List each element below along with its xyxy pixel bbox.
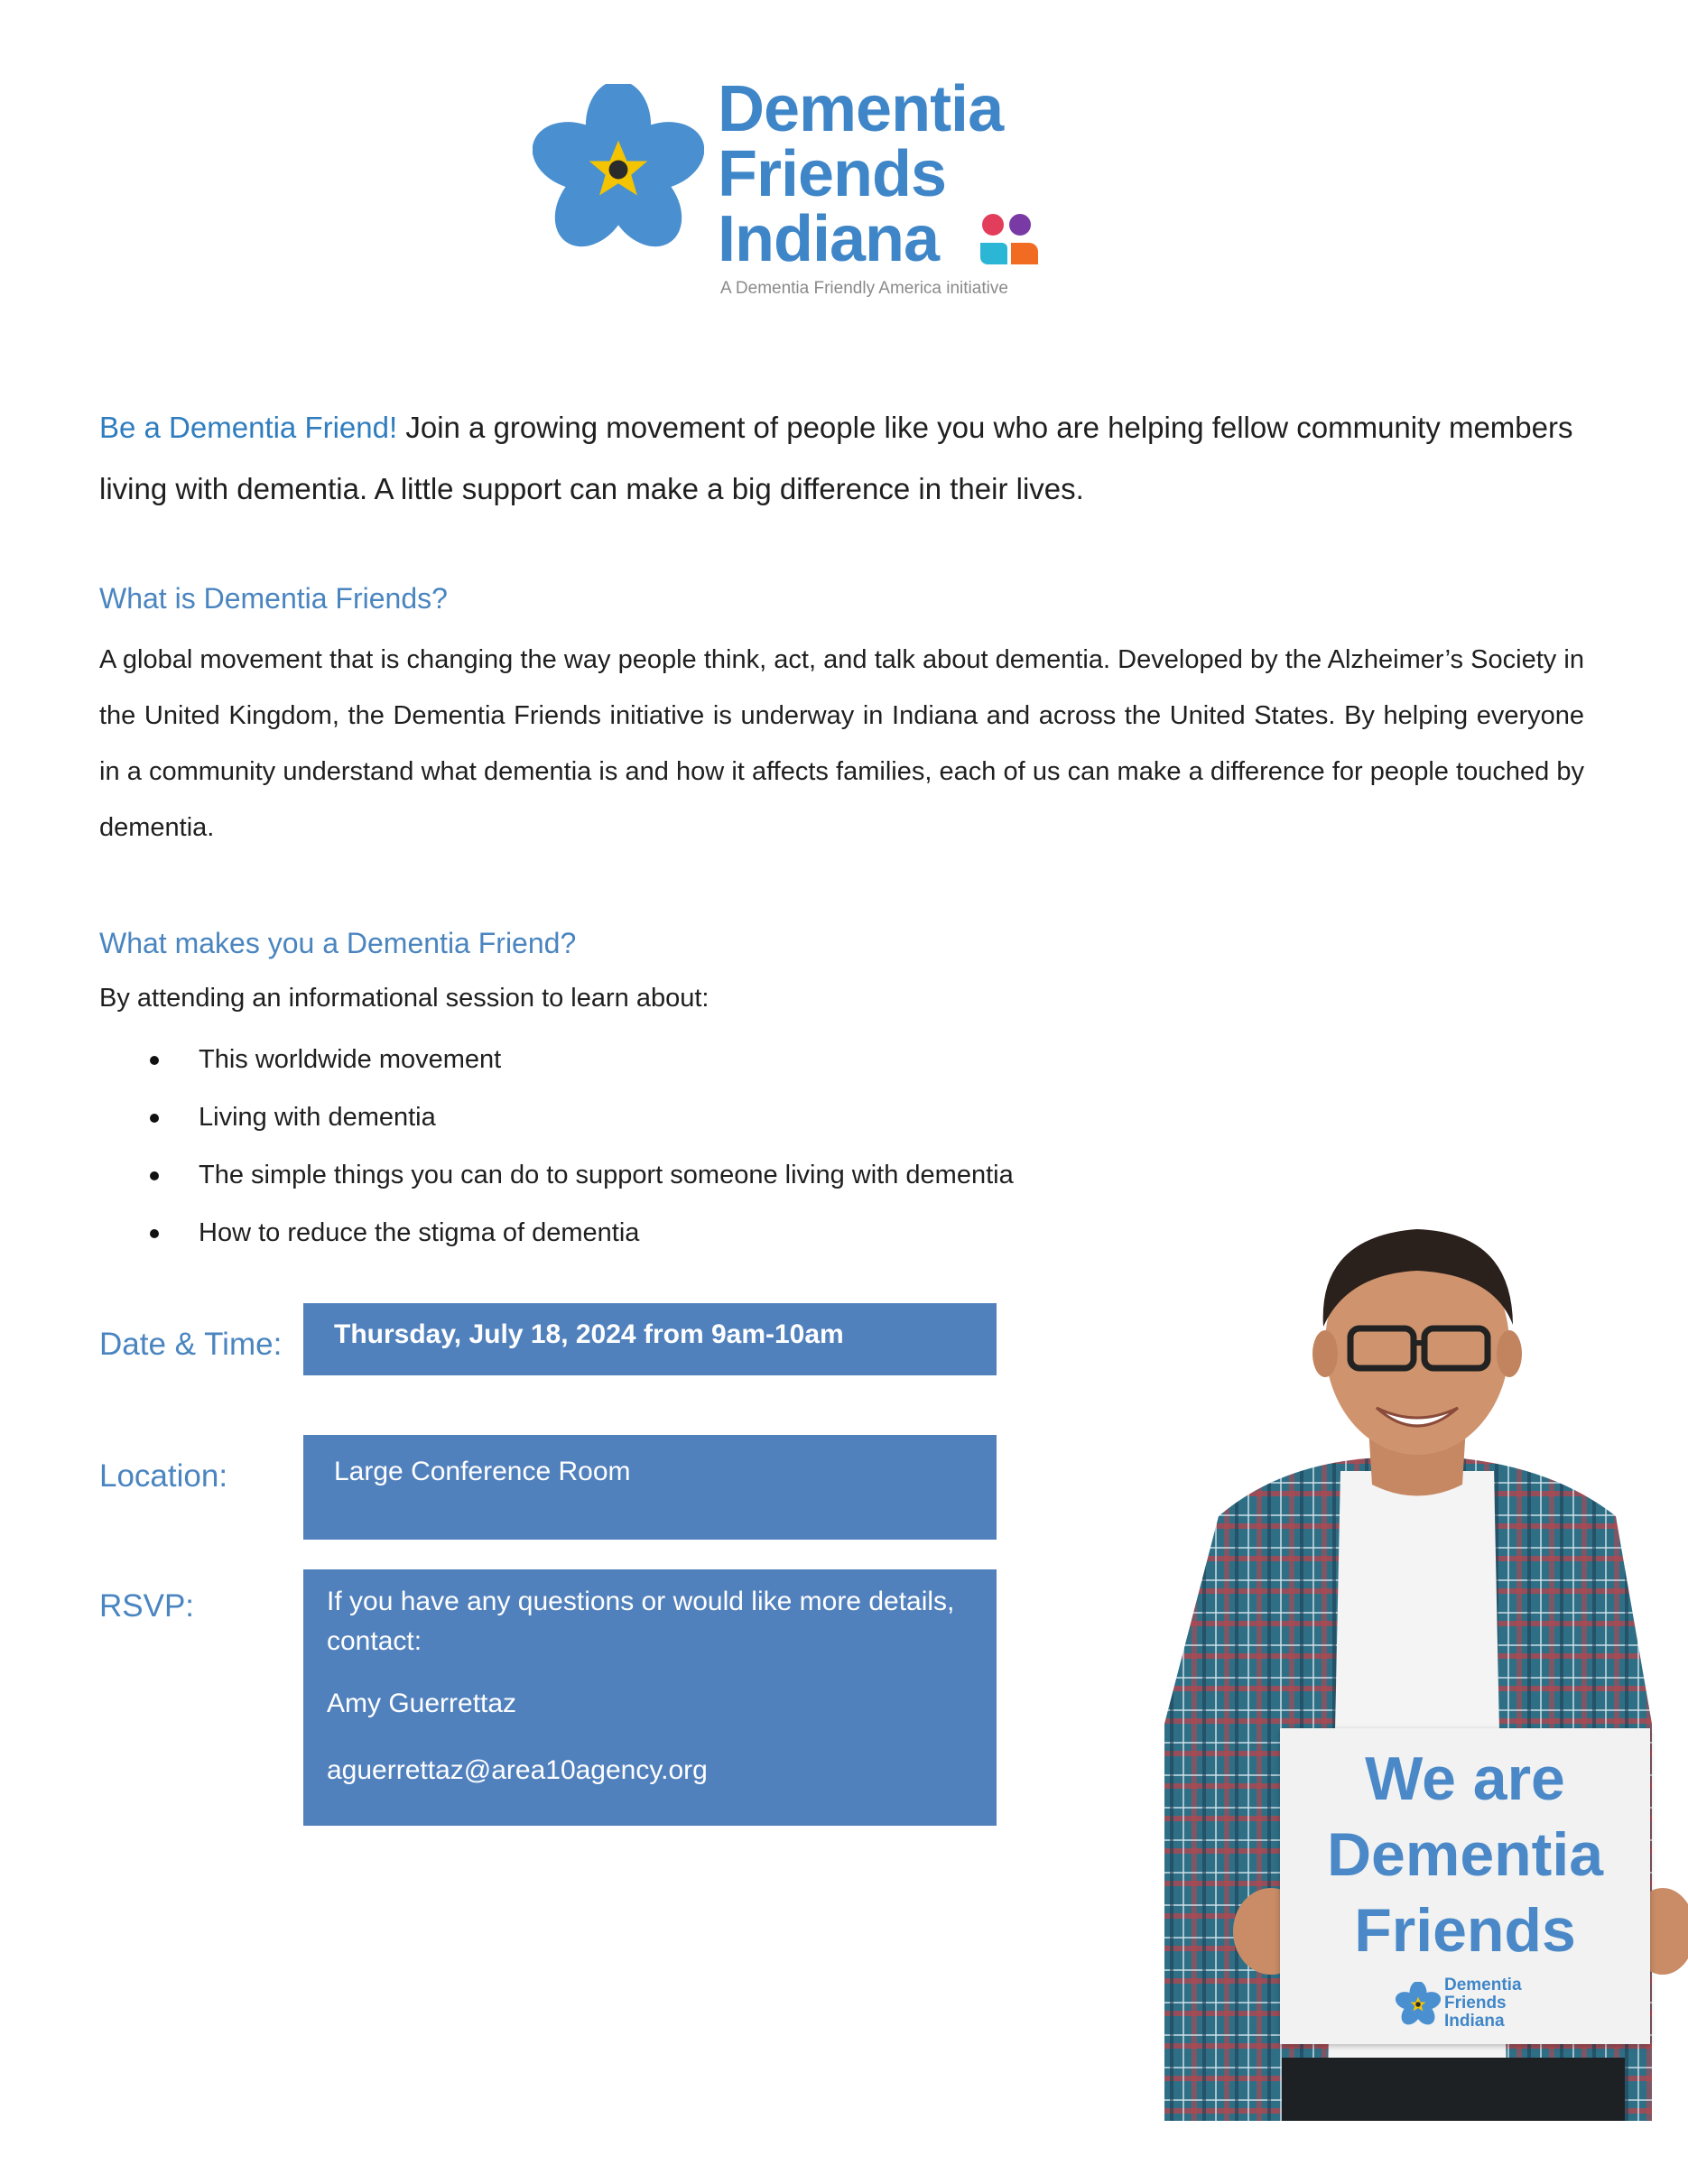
list-item: Living with dementia — [99, 1088, 1014, 1146]
date-time-label: Date & Time: — [99, 1327, 283, 1362]
sign-line-2: Dementia — [1326, 1820, 1604, 1889]
sign-logo-word-dementia: Dementia — [1444, 1976, 1522, 1994]
rsvp-label: RSVP: — [99, 1588, 195, 1624]
what-is-heading: What is Dementia Friends? — [99, 582, 448, 615]
rsvp-instructions: If you have any questions or would like more details, contact: — [327, 1587, 955, 1656]
intro-text: Join a growing movement of people like you who are helping fellow community members living with dementia. A little support can make a big difference in their lives. — [99, 411, 1573, 505]
sign-logo — [1396, 1975, 1549, 2034]
list-item: The simple things you can do to support someone living with dementia — [99, 1146, 1014, 1204]
what-makes-intro: By attending an informational session to learn about: — [99, 984, 710, 1013]
rsvp-contact-email[interactable]: aguerrettaz@area10agency.org — [327, 1755, 708, 1785]
logo-word-indiana: Indiana — [718, 203, 940, 275]
forget-me-not-flower-icon — [533, 84, 704, 255]
sign-logo-word-friends: Friends — [1444, 1994, 1507, 2013]
dementia-friends-indiana-logo — [533, 73, 1056, 311]
sign-logo-word-indiana: Indiana — [1444, 2012, 1505, 2031]
sign-line-3: Friends — [1354, 1896, 1576, 1965]
forget-me-not-flower-icon — [1396, 1982, 1441, 2027]
logo-word-dementia: Dementia — [718, 73, 1004, 145]
location-box — [303, 1435, 997, 1540]
date-time-value: Thursday, July 18, 2024 from 9am-10am — [334, 1319, 844, 1349]
sign-line-1: We are — [1365, 1744, 1565, 1813]
rsvp-box — [303, 1569, 997, 1826]
location-label: Location: — [99, 1458, 228, 1494]
learning-topics-list — [99, 1031, 1014, 1262]
list-item: How to reduce the stigma of dementia — [99, 1204, 1014, 1262]
rsvp-contact-name: Amy Guerrettaz — [327, 1689, 517, 1718]
what-is-body: A global movement that is changing the way people think, act, and talk about dementia. Developed by the Alzheimer’s Society in the United Kingdom, the Dementia Friends initiative is underway in Indiana and across the United States. By helping everyone in a community understand what dementia is and how it affects families, each of us can make a difference for people touched by dementia. — [99, 645, 1584, 842]
intro-paragraph — [99, 397, 1580, 520]
logo-tagline: A Dementia Friendly America initiative — [720, 279, 1008, 298]
date-time-box — [303, 1303, 997, 1375]
we-are-dementia-friends-sign — [1280, 1728, 1650, 2044]
logo-word-friends: Friends — [718, 138, 947, 210]
location-value: Large Conference Room — [334, 1457, 631, 1486]
people-icon — [977, 212, 1040, 268]
what-makes-heading: What makes you a Dementia Friend? — [99, 927, 577, 959]
man-holding-sign-photo — [1146, 1218, 1688, 2121]
list-item: This worldwide movement — [99, 1031, 1014, 1088]
intro-lead: Be a Dementia Friend! — [99, 411, 398, 444]
